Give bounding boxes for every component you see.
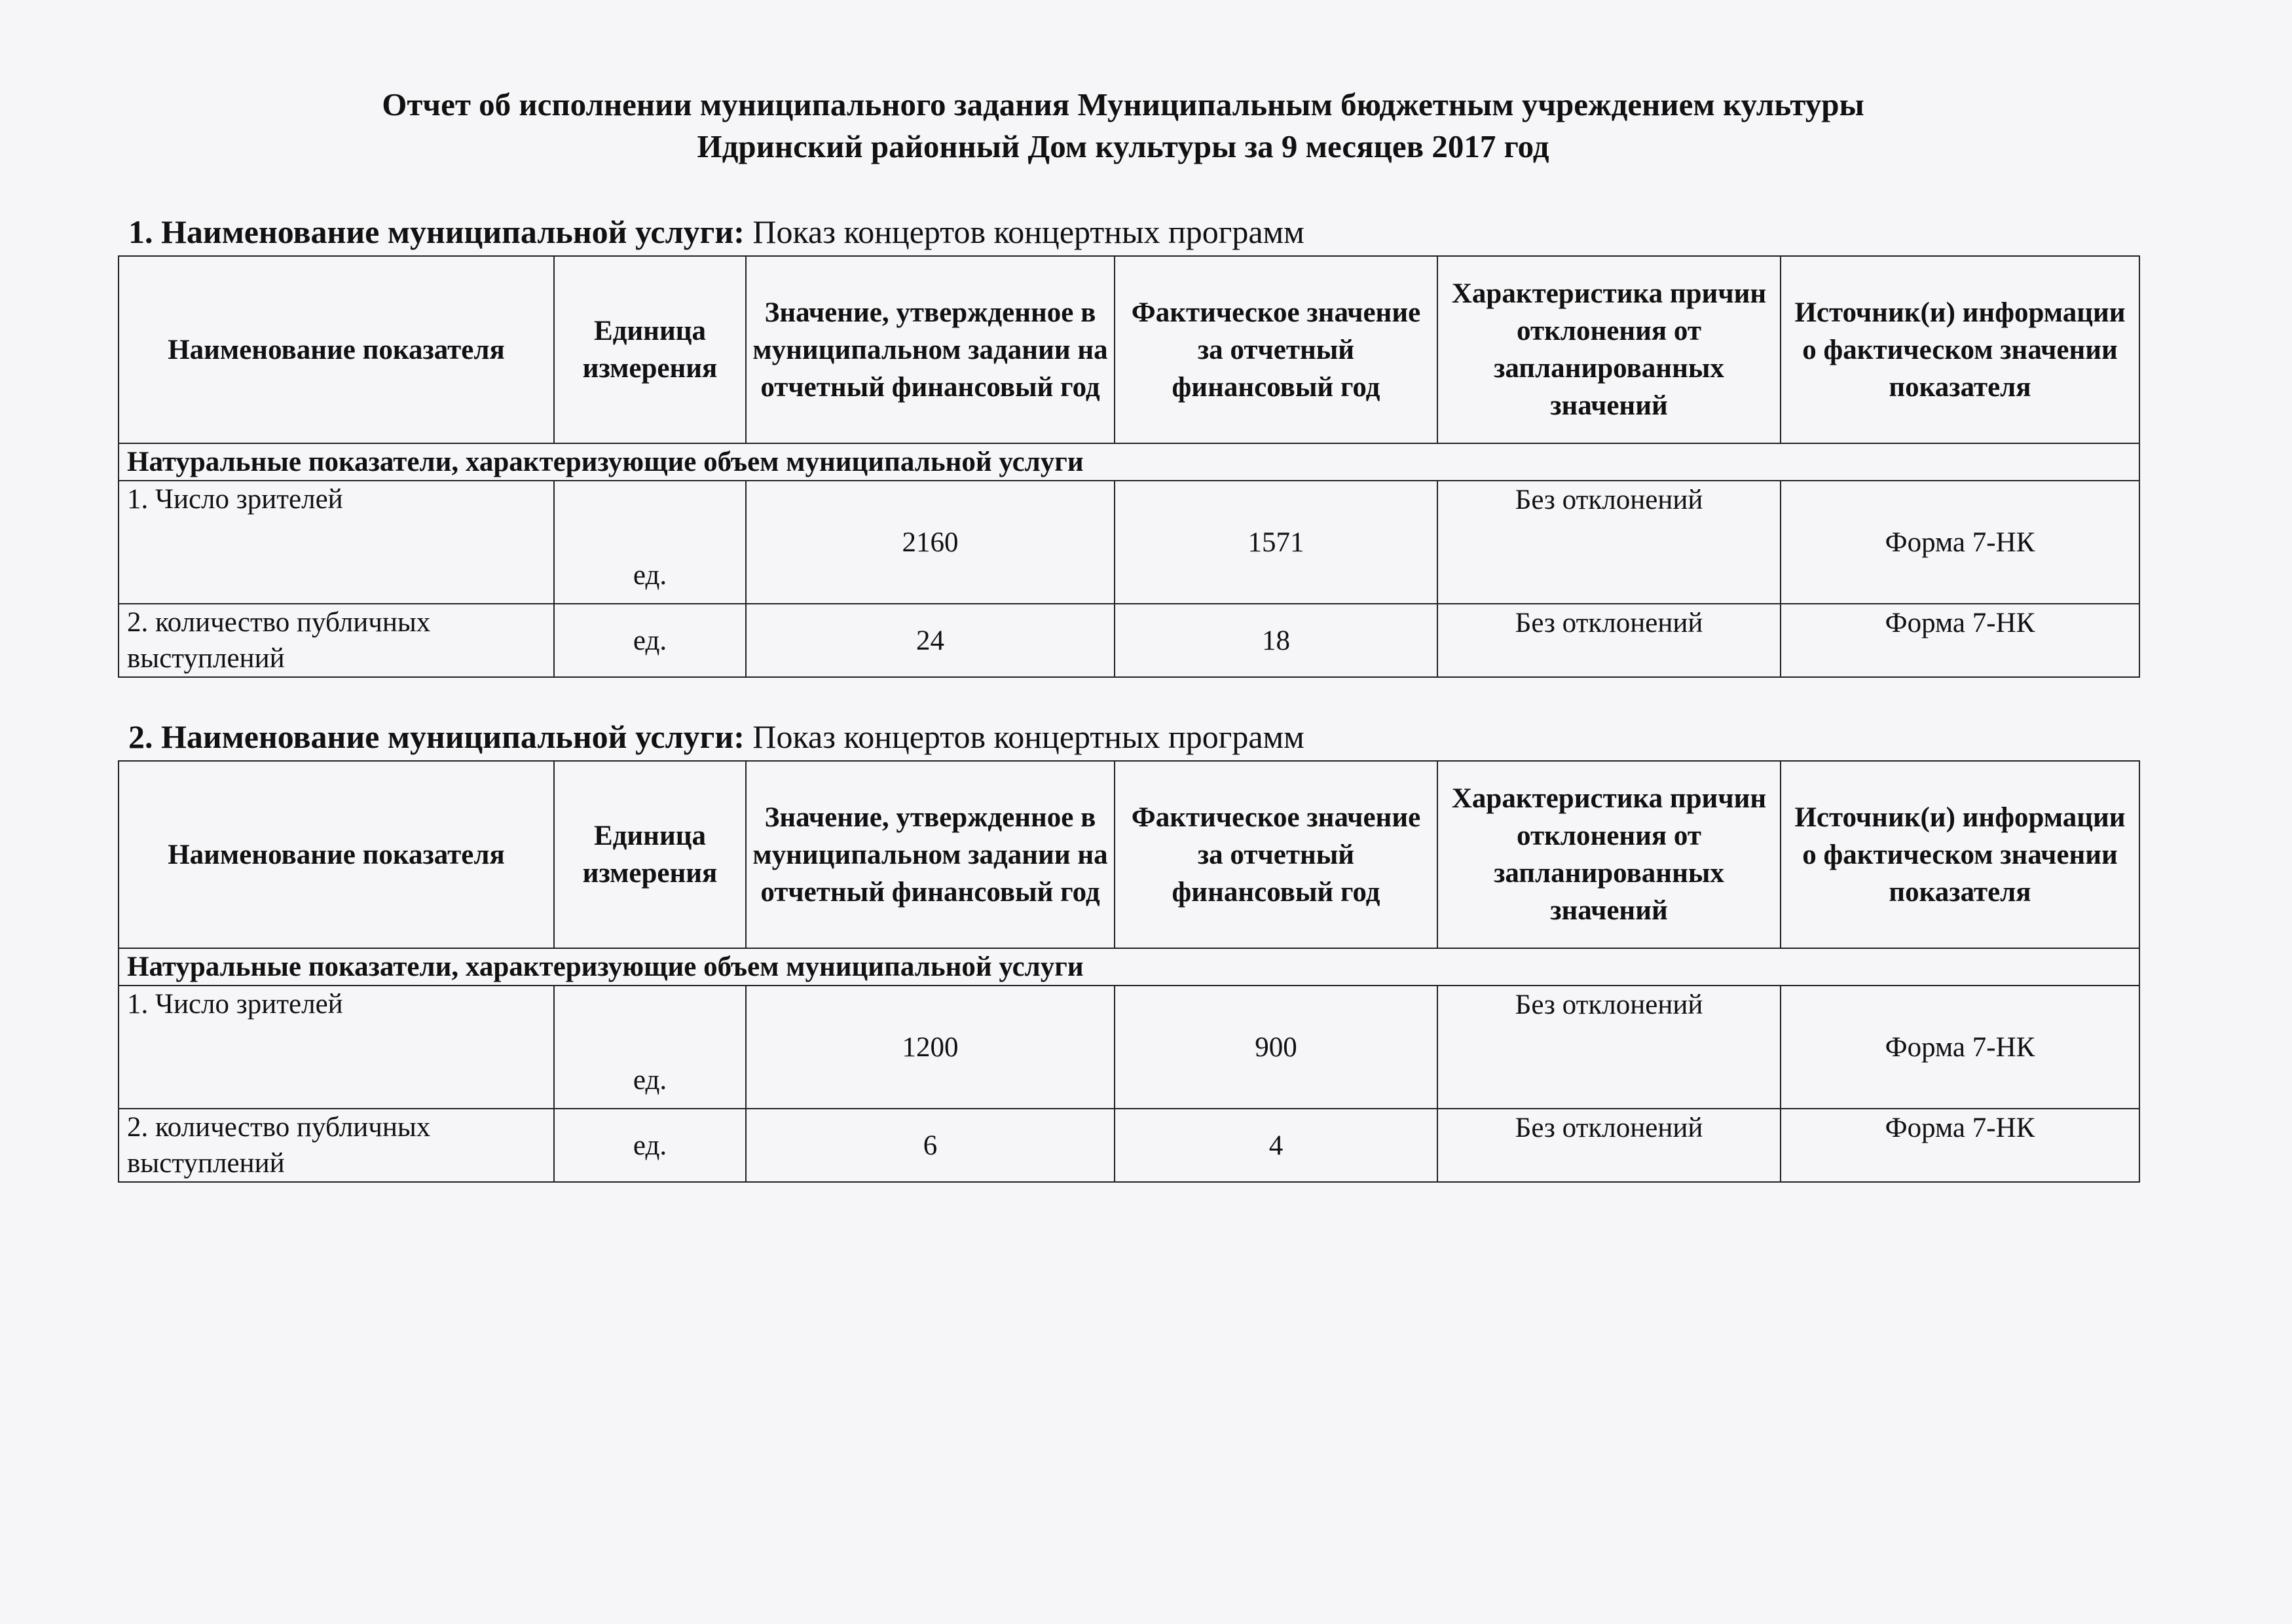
indicator-name: 2. количество публичных выступлений xyxy=(119,604,554,677)
section-heading xyxy=(118,211,2139,255)
header-source: Источник(и) информации о фактическом значении показателя xyxy=(1781,761,2139,948)
group-row xyxy=(119,948,2139,986)
header-indicator: Наименование показателя xyxy=(119,761,554,948)
table-row xyxy=(119,1109,2139,1182)
actual-value: 1571 xyxy=(1115,481,1437,604)
header-indicator: Наименование показателя xyxy=(119,256,554,443)
actual-value: 900 xyxy=(1115,986,1437,1109)
section-label: 2. Наименование муниципальной услуги: xyxy=(128,718,745,755)
section-2 xyxy=(118,716,2139,1183)
indicators-table xyxy=(118,760,2140,1183)
actual-value: 4 xyxy=(1115,1109,1437,1182)
header-unit: Единица измерения xyxy=(554,761,746,948)
service-name: Показ концертов концертных программ xyxy=(744,213,1304,250)
header-actual: Фактическое значение за отчетный финансовый год xyxy=(1115,761,1437,948)
deviation-reason: Без отклонений xyxy=(1437,481,1781,604)
section-label: 1. Наименование муниципальной услуги: xyxy=(128,213,745,250)
header-planned: Значение, утвержденное в муниципальном задании на отчетный финансовый год xyxy=(746,761,1115,948)
table-header-row xyxy=(119,256,2139,443)
header-source: Источник(и) информации о фактическом значении показателя xyxy=(1781,256,2139,443)
group-row xyxy=(119,443,2139,481)
header-unit: Единица измерения xyxy=(554,256,746,443)
title-line-1: Отчет об исполнении муниципального задания Муниципальным бюджетным учреждением культуры xyxy=(382,86,1864,122)
table-row xyxy=(119,481,2139,604)
deviation-reason: Без отклонений xyxy=(1437,604,1781,677)
indicator-unit: ед. xyxy=(554,604,746,677)
planned-value: 24 xyxy=(746,604,1115,677)
indicator-unit: ед. xyxy=(554,1109,746,1182)
planned-value: 1200 xyxy=(746,986,1115,1109)
deviation-reason: Без отклонений xyxy=(1437,986,1781,1109)
info-source: Форма 7-НК xyxy=(1781,481,2139,604)
header-deviation: Характеристика причин отклонения от запланированных значений xyxy=(1437,761,1781,948)
indicator-name: 2. количество публичных выступлений xyxy=(119,1109,554,1182)
indicator-unit: ед. xyxy=(554,986,746,1109)
info-source: Форма 7-НК xyxy=(1781,604,2139,677)
indicators-table xyxy=(118,255,2140,678)
actual-value: 18 xyxy=(1115,604,1437,677)
info-source: Форма 7-НК xyxy=(1781,1109,2139,1182)
section-heading xyxy=(118,716,2139,760)
group-label: Натуральные показатели, характеризующие объем муниципальной услуги xyxy=(119,443,2139,481)
indicator-name: 1. Число зрителей xyxy=(119,481,554,604)
group-label: Натуральные показатели, характеризующие объем муниципальной услуги xyxy=(119,948,2139,986)
service-name: Показ концертов концертных программ xyxy=(744,718,1304,755)
title-line-2: Идринский районный Дом культуры за 9 месяцев 2017 год xyxy=(697,128,1549,164)
indicator-unit: ед. xyxy=(554,481,746,604)
table-row xyxy=(119,604,2139,677)
page-title xyxy=(0,84,2246,168)
deviation-reason: Без отклонений xyxy=(1437,1109,1781,1182)
planned-value: 2160 xyxy=(746,481,1115,604)
table-row xyxy=(119,986,2139,1109)
planned-value: 6 xyxy=(746,1109,1115,1182)
info-source: Форма 7-НК xyxy=(1781,986,2139,1109)
table-header-row xyxy=(119,761,2139,948)
header-actual: Фактическое значение за отчетный финансовый год xyxy=(1115,256,1437,443)
header-planned: Значение, утвержденное в муниципальном задании на отчетный финансовый год xyxy=(746,256,1115,443)
section-1 xyxy=(118,211,2139,678)
indicator-name: 1. Число зрителей xyxy=(119,986,554,1109)
header-deviation: Характеристика причин отклонения от запланированных значений xyxy=(1437,256,1781,443)
